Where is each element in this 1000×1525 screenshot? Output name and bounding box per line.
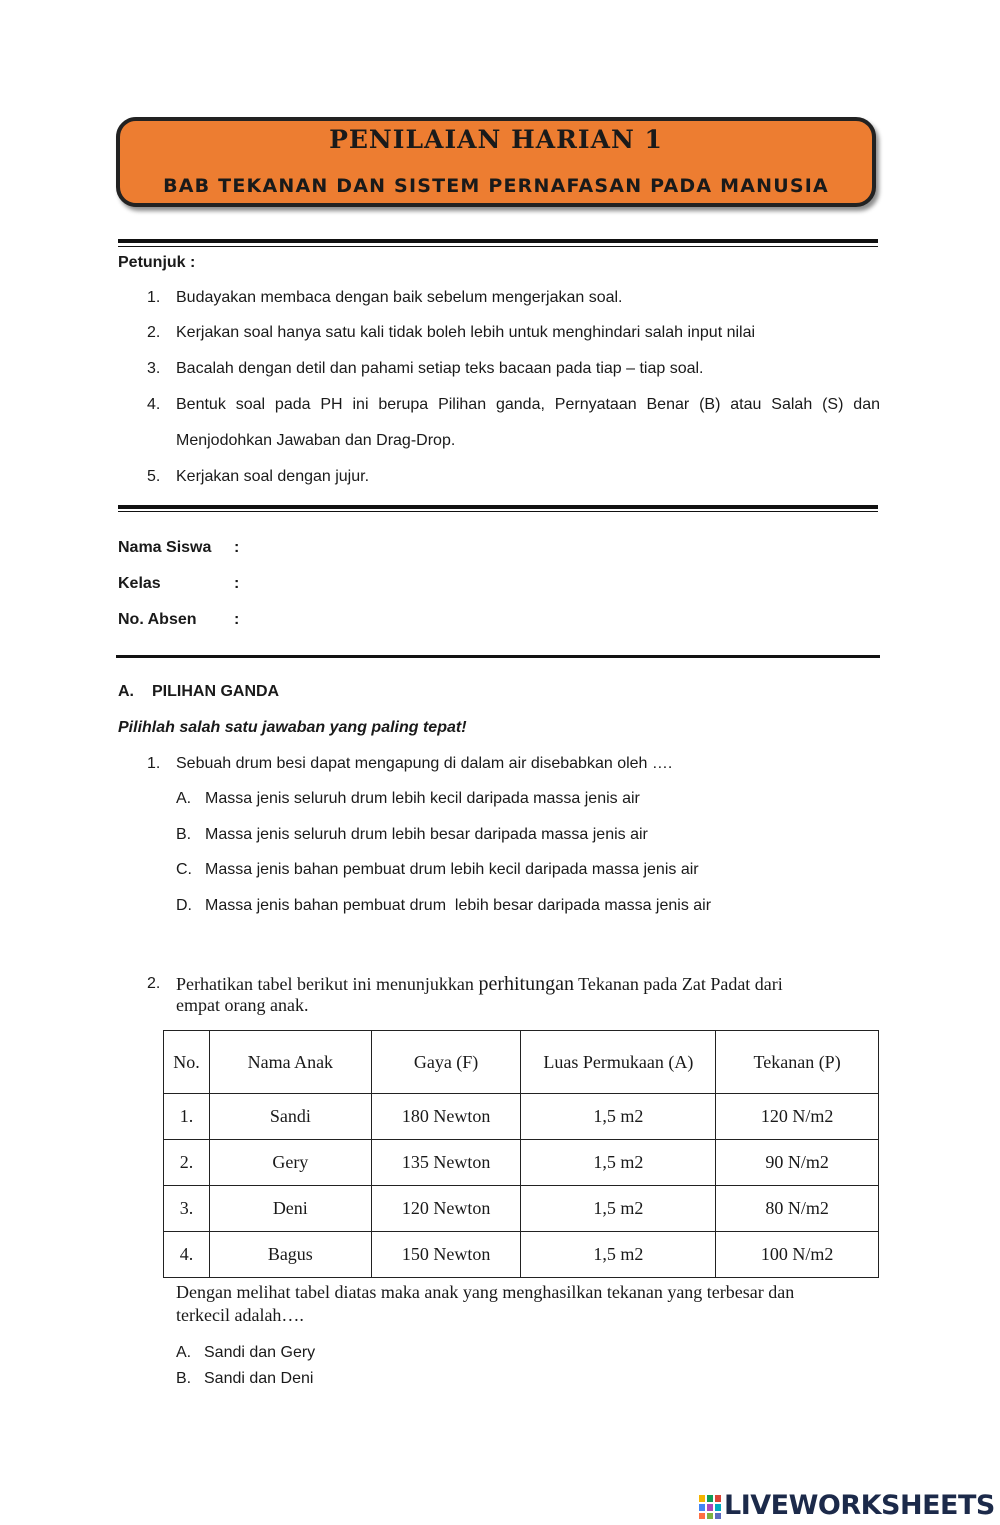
option-1d[interactable] <box>176 897 712 915</box>
option-2b[interactable] <box>176 1370 314 1388</box>
table-cell: Bagus <box>209 1232 371 1278</box>
absence-number-colon: : <box>234 611 240 628</box>
section-instruction: Pilihlah salah satu jawaban yang paling tepat! <box>118 719 467 736</box>
table-cell: 1,5 m2 <box>521 1094 716 1140</box>
table-header-row <box>164 1031 879 1094</box>
table-cell: 1. <box>164 1094 210 1140</box>
table-row <box>164 1186 879 1232</box>
table-cell: 1,5 m2 <box>521 1232 716 1278</box>
pressure-table <box>163 1030 879 1278</box>
instruction-item-continued: Menjodohkan Jawaban dan Drag-Drop. <box>176 432 456 449</box>
table-cell: Gery <box>209 1140 371 1186</box>
option-letter: A. <box>176 1344 192 1361</box>
option-1a[interactable] <box>176 790 640 808</box>
table-cell: 120 Newton <box>371 1186 521 1232</box>
table-header: No. <box>164 1031 210 1094</box>
table-header: Luas Permukaan (A) <box>521 1031 716 1094</box>
table-cell: 150 Newton <box>371 1232 521 1278</box>
student-name-colon: : <box>234 539 240 556</box>
class-colon: : <box>234 575 240 592</box>
section-number: A. <box>118 683 134 700</box>
question-number: 2. <box>147 975 161 992</box>
option-letter: B. <box>176 1370 192 1387</box>
table-row <box>164 1140 879 1186</box>
table-row <box>164 1232 879 1278</box>
section-heading: PILIHAN GANDA <box>152 683 280 700</box>
divider <box>118 246 878 247</box>
instruction-number: 5. <box>147 468 161 485</box>
option-text: Sandi dan Gery <box>204 1344 316 1361</box>
table-cell: Deni <box>209 1186 371 1232</box>
instruction-number: 1. <box>147 289 161 306</box>
logo-mark-icon <box>698 1494 722 1520</box>
option-letter: C. <box>176 861 192 878</box>
instruction-number: 4. <box>147 396 161 413</box>
table-row <box>164 1094 879 1140</box>
instruction-item: Bentuk soal pada PH ini berupa Pilihan ganda, Pernyataan Benar (B) atau Salah (S) dan <box>176 396 880 413</box>
table-cell: 4. <box>164 1232 210 1278</box>
option-letter: A. <box>176 790 192 807</box>
instruction-number: 3. <box>147 360 161 377</box>
table-cell: 80 N/m2 <box>716 1186 879 1232</box>
table-cell: 120 N/m2 <box>716 1094 879 1140</box>
table-cell: 90 N/m2 <box>716 1140 879 1186</box>
class-label: Kelas <box>118 575 161 592</box>
instruction-number: 2. <box>147 324 161 341</box>
question-text-emphasis: perhitungan <box>478 973 574 995</box>
option-2a[interactable] <box>176 1344 316 1362</box>
option-1b[interactable] <box>176 826 648 844</box>
table-header: Gaya (F) <box>371 1031 521 1094</box>
option-text: Massa jenis seluruh drum lebih besar daripada massa jenis air <box>205 826 648 843</box>
followup-text: Dengan melihat tabel diatas maka anak yang menghasilkan tekanan yang terbesar dan <box>176 1282 795 1302</box>
option-text: Massa jenis bahan pembuat drum lebih kecil daripada massa jenis air <box>205 861 699 878</box>
student-name-label: Nama Siswa <box>118 539 212 556</box>
logo-text: LIVEWORKSHEETS <box>724 1490 995 1521</box>
page-subtitle: BAB TEKANAN DAN SISTEM PERNAFASAN PADA MANUSIA <box>163 175 829 197</box>
option-text: Sandi dan Deni <box>204 1370 314 1387</box>
table-cell: 2. <box>164 1140 210 1186</box>
table-cell: 1,5 m2 <box>521 1140 716 1186</box>
table-cell: 3. <box>164 1186 210 1232</box>
table-header: Tekanan (P) <box>716 1031 879 1094</box>
table-cell: 100 N/m2 <box>716 1232 879 1278</box>
divider <box>118 239 878 243</box>
title-banner <box>116 117 876 207</box>
option-1c[interactable] <box>176 861 699 879</box>
table-cell: Sandi <box>209 1094 371 1140</box>
table-cell: 1,5 m2 <box>521 1186 716 1232</box>
instruction-item: Kerjakan soal hanya satu kali tidak boleh lebih untuk menghindari salah input nilai <box>176 324 756 341</box>
instruction-item: Bacalah dengan detil dan pahami setiap teks bacaan pada tiap – tiap soal. <box>176 360 704 377</box>
divider <box>116 655 880 658</box>
option-letter: B. <box>176 826 192 843</box>
instructions-heading: Petunjuk : <box>118 254 196 271</box>
table-header: Nama Anak <box>209 1031 371 1094</box>
instruction-item: Kerjakan soal dengan jujur. <box>176 468 370 485</box>
question-text-continued: empat orang anak. <box>176 995 309 1015</box>
question-text-part: Perhatikan tabel berikut ini menunjukkan <box>176 974 479 994</box>
page-title: PENILAIAN HARIAN 1 <box>329 125 663 154</box>
question-text-part: Tekanan pada Zat Padat dari <box>573 974 783 994</box>
followup-text-continued: terkecil adalah…. <box>176 1305 304 1325</box>
liveworksheets-logo <box>698 1492 998 1522</box>
divider <box>118 505 878 509</box>
instruction-item: Budayakan membaca dengan baik sebelum mengerjakan soal. <box>176 289 623 306</box>
question-text <box>176 973 783 996</box>
option-text: Massa jenis seluruh drum lebih kecil daripada massa jenis air <box>205 790 640 807</box>
divider <box>118 511 878 512</box>
option-text: Massa jenis bahan pembuat drum lebih besar daripada massa jenis air <box>205 897 712 914</box>
absence-number-label: No. Absen <box>118 611 197 628</box>
table-cell: 180 Newton <box>371 1094 521 1140</box>
question-text: Sebuah drum besi dapat mengapung di dalam air disebabkan oleh …. <box>176 755 673 772</box>
option-letter: D. <box>176 897 192 914</box>
table-cell: 135 Newton <box>371 1140 521 1186</box>
question-number: 1. <box>147 755 161 772</box>
